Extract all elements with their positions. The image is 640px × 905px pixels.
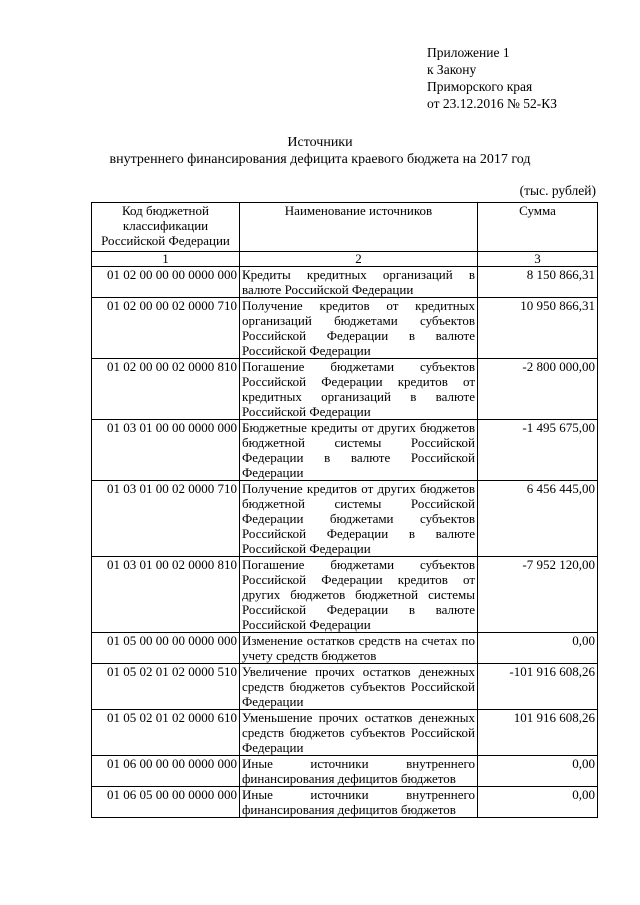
- table-row: [92, 557, 598, 633]
- table-row: [92, 481, 598, 557]
- title-line: внутреннего финансирования дефицита краевого бюджета на 2017 год: [109, 152, 531, 167]
- sum-cell: -1 495 675,00: [478, 420, 598, 481]
- sum-cell: -7 952 120,00: [478, 557, 598, 633]
- table-row: [92, 298, 598, 359]
- table-row: [92, 359, 598, 420]
- appendix-line: Приморского края: [427, 79, 533, 94]
- code-cell: 01 03 01 00 02 0000 810: [92, 557, 240, 633]
- code-cell: 01 05 02 01 02 0000 510: [92, 664, 240, 710]
- sources-table: [91, 202, 598, 818]
- appendix-line: Приложение 1: [427, 45, 510, 60]
- column-number: 2: [240, 252, 478, 267]
- code-cell: 01 05 00 00 00 0000 000: [92, 633, 240, 664]
- sum-cell: 101 916 608,26: [478, 710, 598, 756]
- document-title: [0, 134, 640, 168]
- name-cell: Получение кредитов от других бюджетов бюджетной системы Российской Федерации бюджетами субъектов Российской Федерации в валюте Российской Федерации: [240, 481, 478, 557]
- appendix-line: от 23.12.2016 № 52-КЗ: [427, 96, 557, 111]
- sum-cell: 0,00: [478, 787, 598, 818]
- name-cell: Получение кредитов от кредитных организаций бюджетами субъектов Российской Федерации в валюте Российской Федерации: [240, 298, 478, 359]
- table-row: [92, 633, 598, 664]
- column-number-row: [92, 252, 598, 267]
- name-cell: Погашение бюджетами субъектов Российской Федерации кредитов от кредитных организаций в валюте Российской Федерации: [240, 359, 478, 420]
- code-cell: 01 03 01 00 02 0000 710: [92, 481, 240, 557]
- code-cell: 01 02 00 00 02 0000 810: [92, 359, 240, 420]
- code-cell: 01 03 01 00 00 0000 000: [92, 420, 240, 481]
- table-row: [92, 710, 598, 756]
- code-cell: 01 05 02 01 02 0000 610: [92, 710, 240, 756]
- sum-cell: 6 456 445,00: [478, 481, 598, 557]
- code-cell: 01 02 00 00 00 0000 000: [92, 267, 240, 298]
- sum-cell: 0,00: [478, 756, 598, 787]
- sum-cell: -2 800 000,00: [478, 359, 598, 420]
- table-row: [92, 267, 598, 298]
- title-line: Источники: [287, 135, 353, 150]
- appendix-block: [427, 44, 557, 112]
- name-cell: Иные источники внутреннего финансирования дефицитов бюджетов: [240, 787, 478, 818]
- name-cell: Иные источники внутреннего финансирования дефицитов бюджетов: [240, 756, 478, 787]
- sum-cell: -101 916 608,26: [478, 664, 598, 710]
- sum-cell: 0,00: [478, 633, 598, 664]
- name-cell: Бюджетные кредиты от других бюджетов бюджетной системы Российской Федерации в валюте Российской Федерации: [240, 420, 478, 481]
- units-label: (тыс. рублей): [519, 183, 596, 198]
- code-cell: 01 02 00 00 02 0000 710: [92, 298, 240, 359]
- header-sum: Сумма: [478, 203, 598, 252]
- table-header-row: [92, 203, 598, 252]
- name-cell: Уменьшение прочих остатков денежных средств бюджетов субъектов Российской Федерации: [240, 710, 478, 756]
- table-row: [92, 420, 598, 481]
- name-cell: Увеличение прочих остатков денежных средств бюджетов субъектов Российской Федерации: [240, 664, 478, 710]
- column-number: 3: [478, 252, 598, 267]
- name-cell: Кредиты кредитных организаций в валюте Российской Федерации: [240, 267, 478, 298]
- header-code: Код бюджетной классификации Российской Федерации: [92, 203, 240, 252]
- header-name: Наименование источников: [240, 203, 478, 252]
- table-row: [92, 756, 598, 787]
- table-body: [92, 267, 598, 818]
- table-row: [92, 664, 598, 710]
- sum-cell: 10 950 866,31: [478, 298, 598, 359]
- code-cell: 01 06 00 00 00 0000 000: [92, 756, 240, 787]
- appendix-line: к Закону: [427, 62, 477, 77]
- code-cell: 01 06 05 00 00 0000 000: [92, 787, 240, 818]
- name-cell: Погашение бюджетами субъектов Российской Федерации кредитов от других бюджетов бюджетной системы Российской Федерации в валюте Российской Федерации: [240, 557, 478, 633]
- name-cell: Изменение остатков средств на счетах по учету средств бюджетов: [240, 633, 478, 664]
- column-number: 1: [92, 252, 240, 267]
- table-row: [92, 787, 598, 818]
- sum-cell: 8 150 866,31: [478, 267, 598, 298]
